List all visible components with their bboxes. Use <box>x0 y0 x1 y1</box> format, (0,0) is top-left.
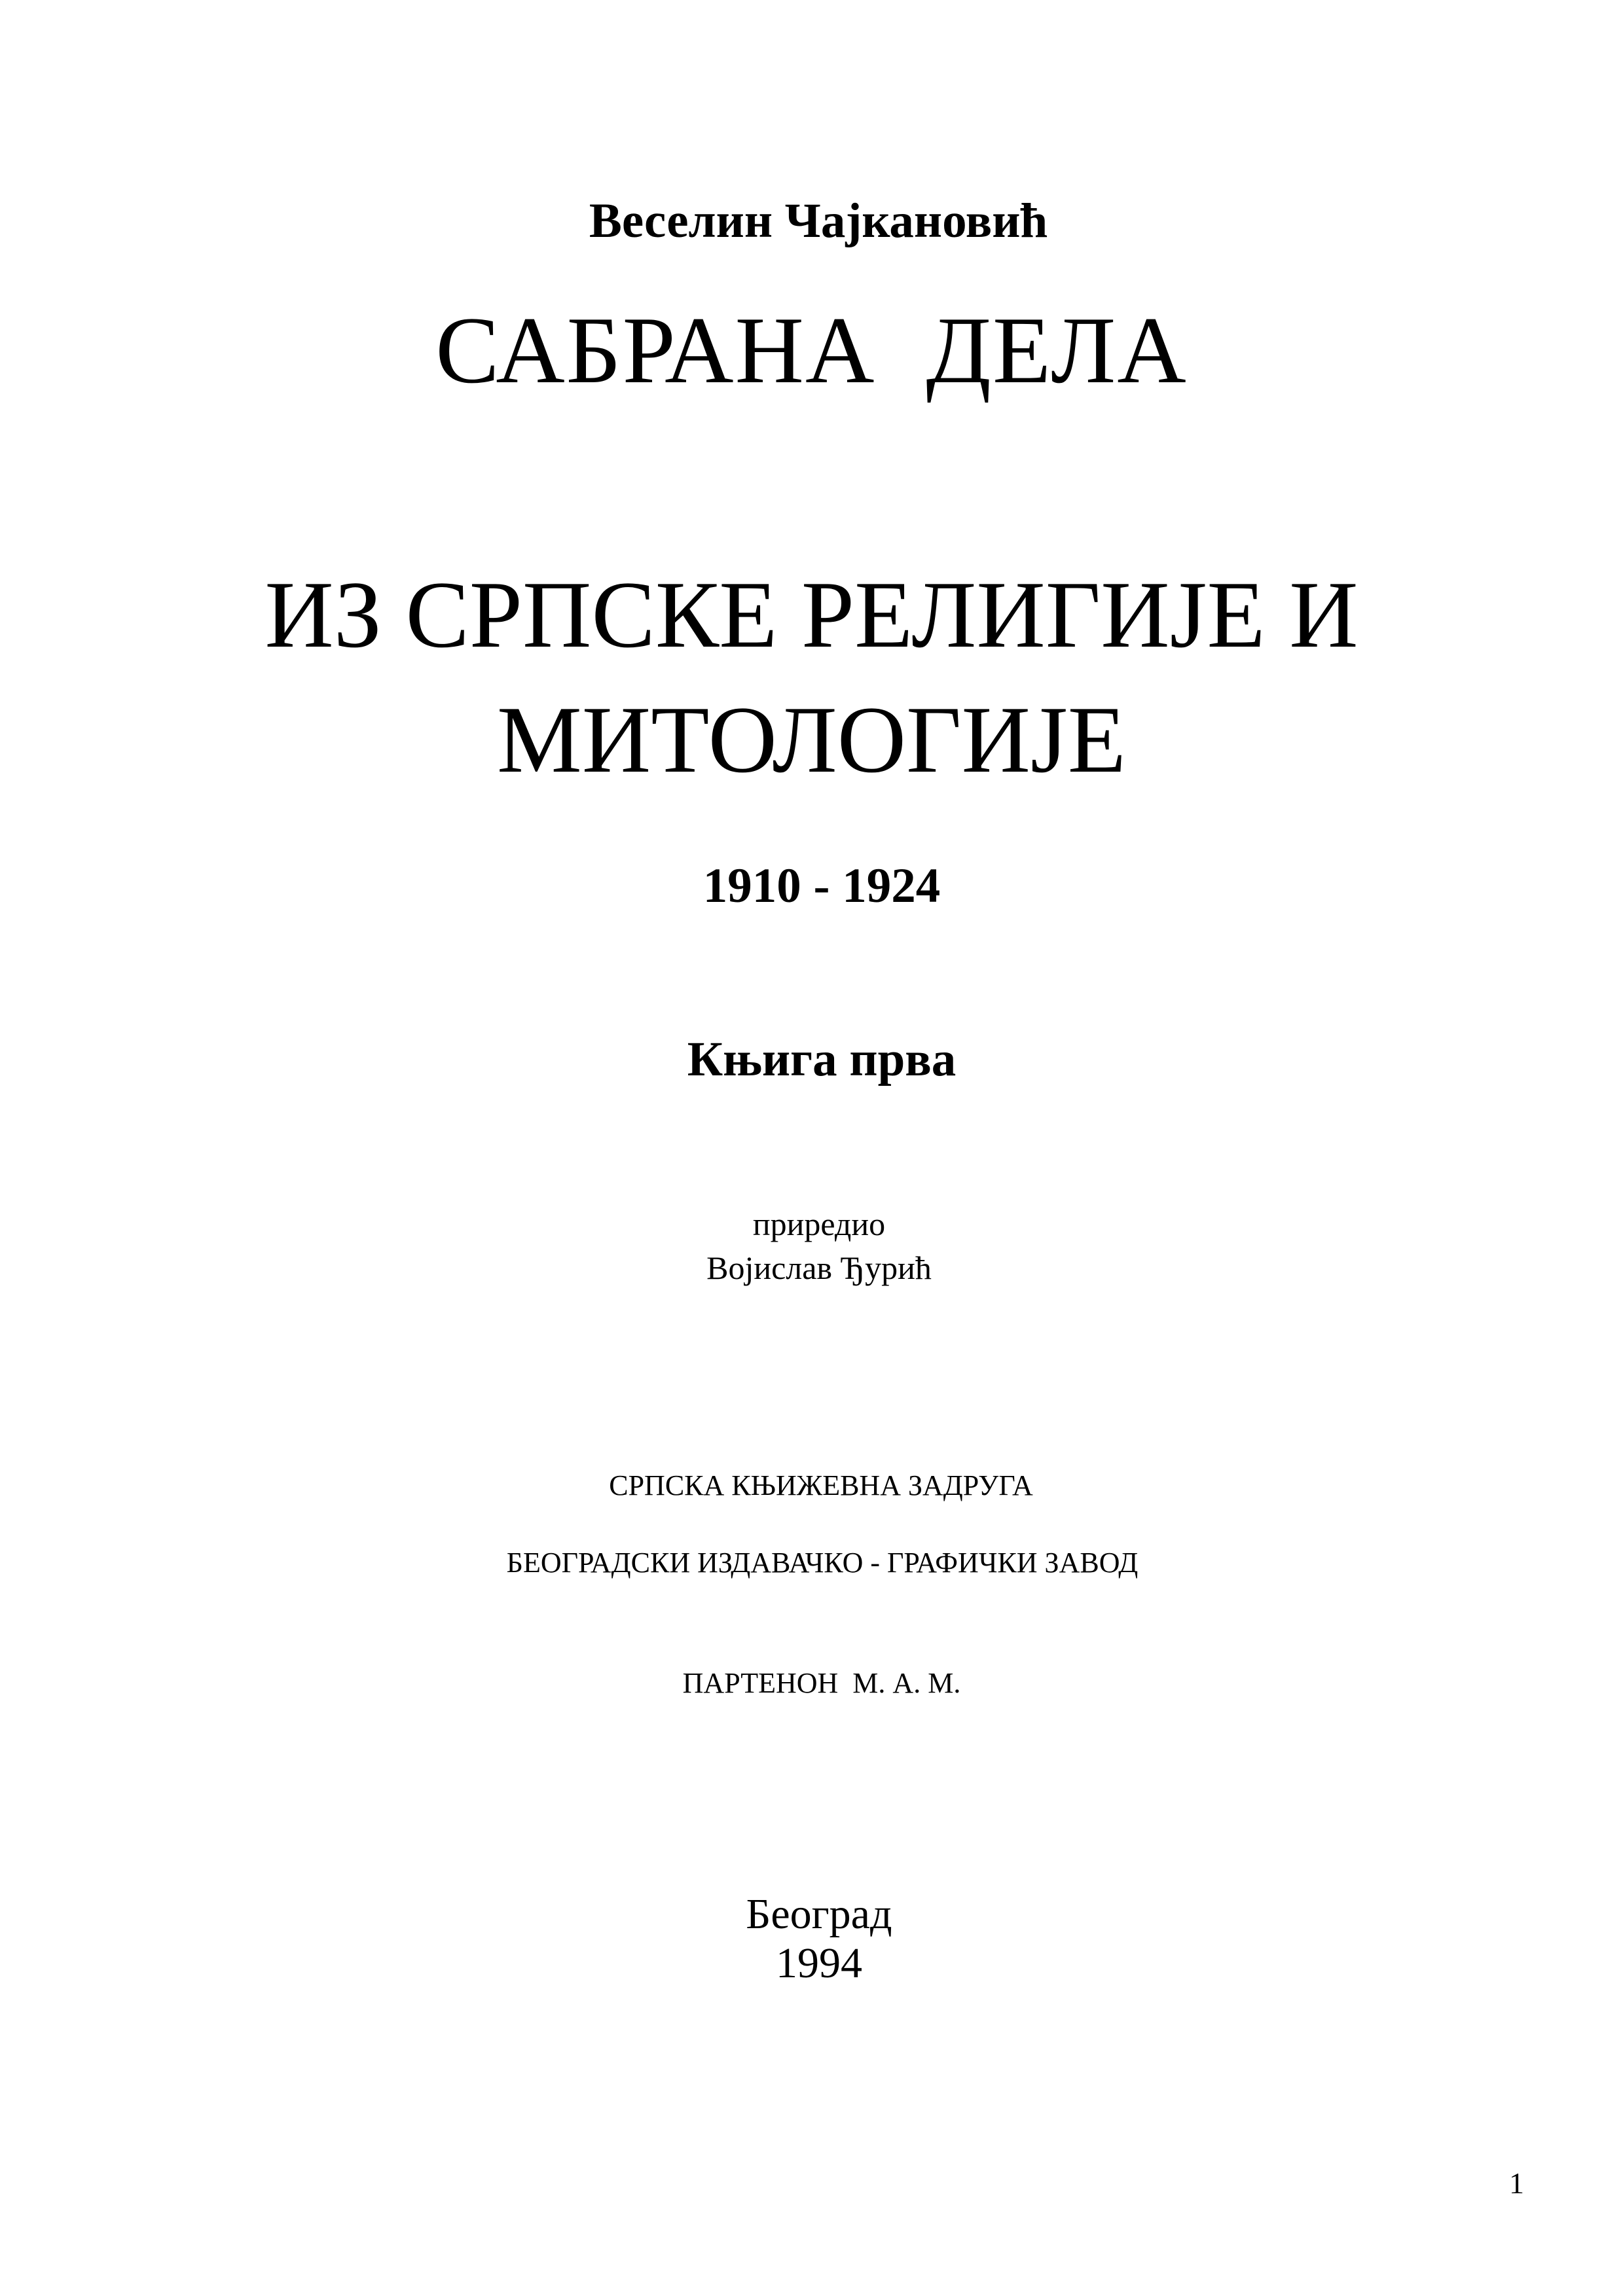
publisher-line-3: ПАРТЕНОН М. А. М. <box>682 1667 961 1699</box>
volume-label: Књига прва <box>687 1032 957 1086</box>
editor-label: приредио <box>752 1206 886 1242</box>
years-range: 1910 - 1924 <box>702 859 941 913</box>
publication-year: 1994 <box>776 1939 862 1987</box>
page-number: 1 <box>1509 2166 1524 2200</box>
publisher-line-2: БЕОГРАДСКИ ИЗДАВАЧКО - ГРАФИЧКИ ЗАВОД <box>506 1547 1139 1579</box>
book-title-line-1: ИЗ СРПСКЕ РЕЛИГИЈЕ И <box>264 562 1359 668</box>
book-title-line-2: МИТОЛОГИЈЕ <box>497 687 1126 793</box>
publisher-line-1: СРПСКА КЊИЖЕВНА ЗАДРУГА <box>609 1469 1033 1501</box>
collection-title: САБРАНА ДЕЛА <box>435 297 1188 403</box>
author-name: Веселин Чајкановић <box>589 194 1048 248</box>
publication-place: Београд <box>746 1890 892 1938</box>
editor-name: Војислав Ђурић <box>706 1249 932 1286</box>
